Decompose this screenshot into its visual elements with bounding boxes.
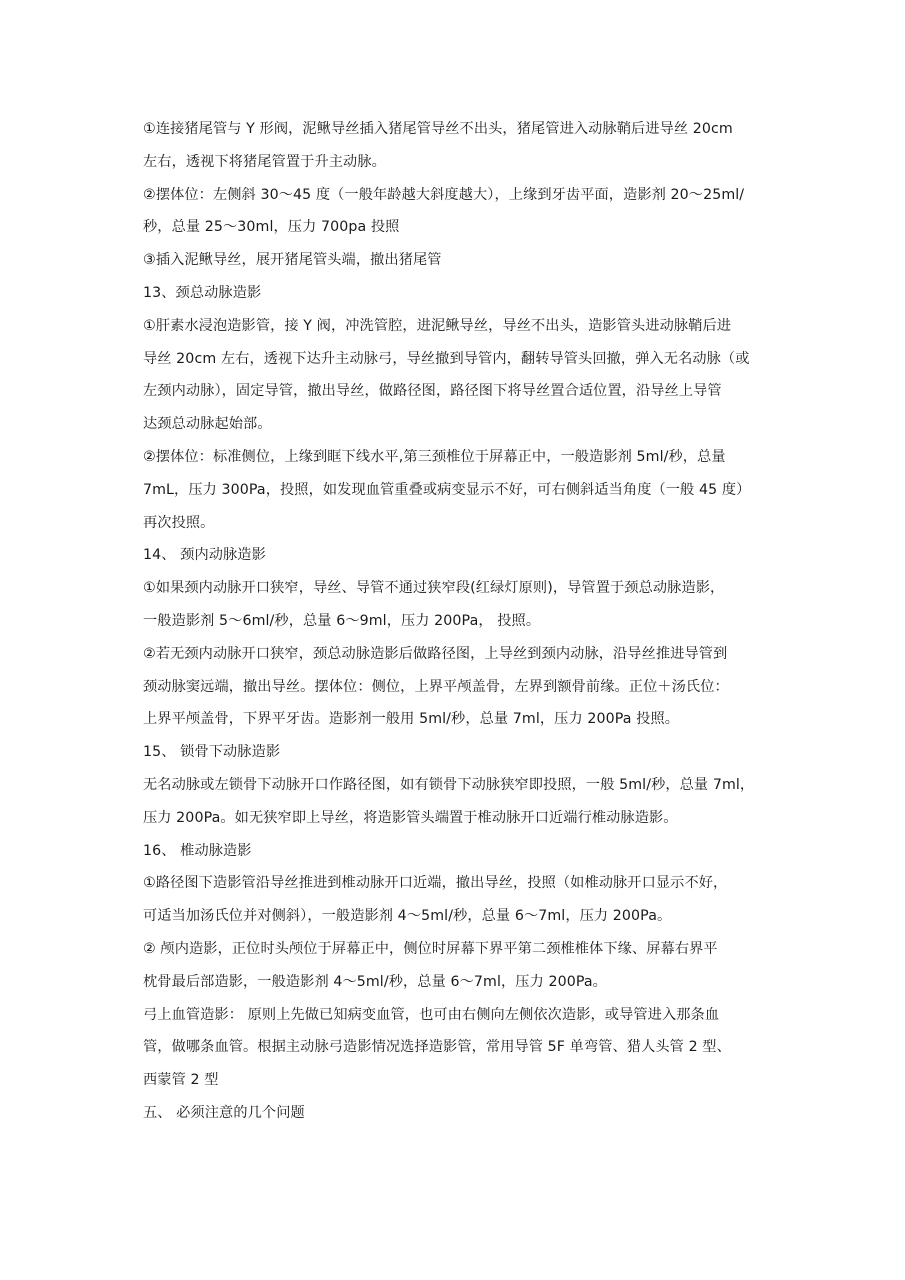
text-line: 再次投照。	[143, 514, 215, 531]
text-line: 达颈总动脉起始部。	[143, 416, 272, 433]
text-line: 西蒙管 2 型	[143, 1072, 219, 1089]
text-line: ② 颅内造影，正位时头颅位于屏幕正中，侧位时屏幕下界平第二颈椎椎体下缘、屏幕右界平	[143, 940, 718, 957]
text-line: 左右，透视下将猪尾管置于升主动脉。	[143, 153, 386, 170]
text-line: 秒，总量 25～30ml，压力 700pa 投照	[143, 219, 400, 236]
text-line: 可适当加汤氏位并对侧斜），一般造影剂 4～5ml/秒，总量 6～7ml，压力 200Pa。	[143, 908, 672, 925]
text-line: 颈动脉窦远端，撤出导丝。摆体位：侧位，上界平颅盖骨，左界到额骨前缘。正位＋汤氏位：	[143, 678, 729, 695]
text-line: 压力 200Pa。如无狭窄即上导丝，将造影管头端置于椎动脉开口近端行椎动脉造影。	[143, 809, 678, 826]
section-heading: 15、 锁骨下动脉造影	[143, 744, 281, 761]
text-line: 弓上血管造影： 原则上先做已知病变血管，也可由右侧向左侧依次造影，或导管进入那条血	[143, 1006, 720, 1023]
text-line: ②摆体位：标准侧位，上缘到眶下线水平,第三颈椎位于屏幕正中，一般造影剂 5ml/秒，总量	[143, 448, 726, 465]
section-heading: 五、 必须注意的几个问题	[143, 1104, 305, 1121]
text-line: ①如果颈内动脉开口狭窄，导丝、导管不通过狭窄段(红绿灯原则)，导管置于颈总动脉造影，	[143, 580, 725, 597]
section-heading: 13、颈总动脉造影	[143, 284, 262, 301]
text-line: ①肝素水浸泡造影管，接 Y 阀，冲洗管腔，进泥鳅导丝，导丝不出头，造影管头进动脉鞘后进	[143, 317, 732, 334]
text-line: 无名动脉或左锁骨下动脉开口作路径图，如有锁骨下动脉狭窄即投照，一般 5ml/秒，总量 7ml，	[143, 776, 755, 793]
text-line: 7mL，压力 300Pa，投照，如发现血管重叠或病变显示不好，可右侧斜适当角度（一般 45 度）	[143, 481, 751, 498]
text-line: 上界平颅盖骨，下界平牙齿。造影剂一般用 5ml/秒，总量 7ml，压力 200Pa 投照。	[143, 711, 680, 728]
text-line: ③插入泥鳅导丝，展开猪尾管头端，撤出猪尾管	[143, 252, 442, 269]
text-line: 左颈内动脉），固定导管，撤出导丝，做路径图，路径图下将导丝置合适位置，沿导丝上导管	[143, 383, 722, 400]
text-line: ①连接猪尾管与 Y 形阀，泥鳅导丝插入猪尾管导丝不出头，猪尾管进入动脉鞘后进导丝 20cm	[143, 121, 733, 137]
text-line: 管，做哪条血管。根据主动脉弓造影情况选择造影管，常用导管 5F 单弯管、猎人头管 2 型、	[143, 1039, 731, 1056]
text-line: ②若无颈内动脉开口狭窄，颈总动脉造影后做路径图，上导丝到颈内动脉，沿导丝推进导管到	[143, 645, 728, 662]
section-heading: 14、 颈内动脉造影	[143, 547, 266, 564]
text-line: 一般造影剂 5～6ml/秒，总量 6～9ml，压力 200Pa， 投照。	[143, 612, 541, 629]
text-line: 导丝 20cm 左右，透视下达升主动脉弓，导丝撤到导管内，翻转导管头回撤，弹入无名动脉（或	[143, 350, 750, 367]
text-line: ①路径图下造影管沿导丝推进到椎动脉开口近端，撤出导丝，投照（如椎动脉开口显示不好，	[143, 875, 728, 892]
text-line: 枕骨最后部造影，一般造影剂 4～5ml/秒，总量 6～7ml，压力 200Pa。	[143, 973, 607, 990]
text-line: ②摆体位：左侧斜 30～45 度（一般年龄越大斜度越大），上缘到牙齿平面，造影剂 20～25ml/	[143, 186, 745, 203]
section-heading: 16、 椎动脉造影	[143, 842, 252, 859]
document-body	[143, 113, 768, 1130]
